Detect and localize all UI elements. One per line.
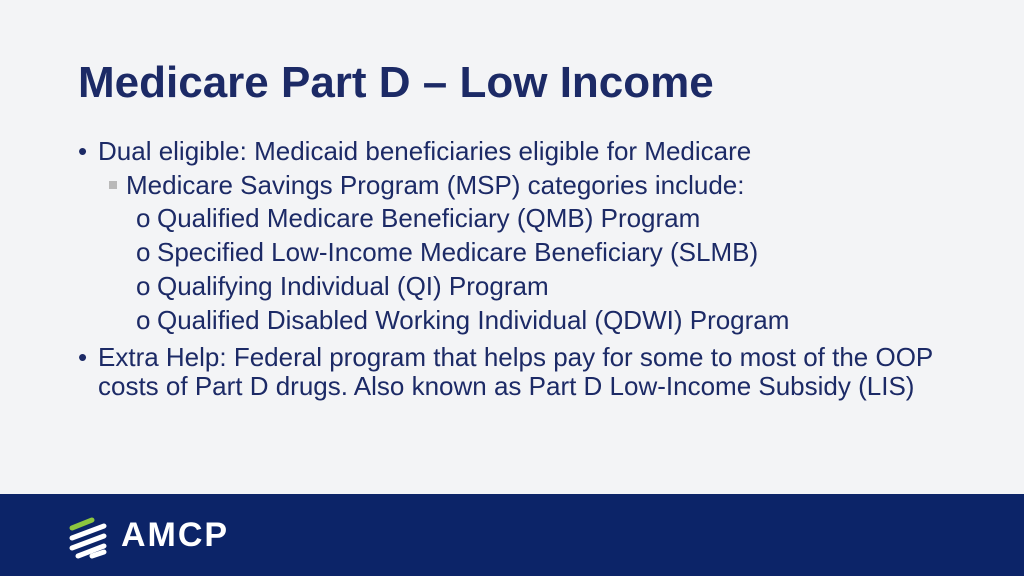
bullet-marker: • xyxy=(78,342,88,372)
bullet-extra-help: Extra Help: Federal program that helps pay for some to most of the OOP costs of Part D drugs. Also known as Part D Low-Income Subsidy (LIS) xyxy=(98,342,933,401)
sub-bullet-text: Medicare Savings Program (MSP) categories include: xyxy=(126,170,745,200)
circle-bullet-marker: o xyxy=(136,305,151,335)
circle-bullet-marker: o xyxy=(136,237,151,267)
circle-bullet-marker: o xyxy=(136,271,151,301)
square-bullet-icon xyxy=(109,181,117,189)
slide-title: Medicare Part D – Low Income xyxy=(78,58,714,107)
footer-bar xyxy=(0,494,1024,576)
list-item-text: Qualifying Individual (QI) Program xyxy=(157,271,549,301)
list-item-text: Qualified Medicare Beneficiary (QMB) Program xyxy=(157,203,701,233)
circle-bullet-marker: o xyxy=(136,203,151,233)
list-item-text: Qualified Disabled Working Individual (QDWI) Program xyxy=(157,305,790,335)
bullet-marker: • xyxy=(78,136,88,166)
list-item-text: Specified Low-Income Medicare Beneficiary (SLMB) xyxy=(157,237,759,267)
brand-logo-text: AMCP xyxy=(121,516,230,554)
amcp-stripes-icon xyxy=(66,514,114,562)
bullet-text: Dual eligible: Medicaid beneficiaries eligible for Medicare xyxy=(98,136,752,166)
